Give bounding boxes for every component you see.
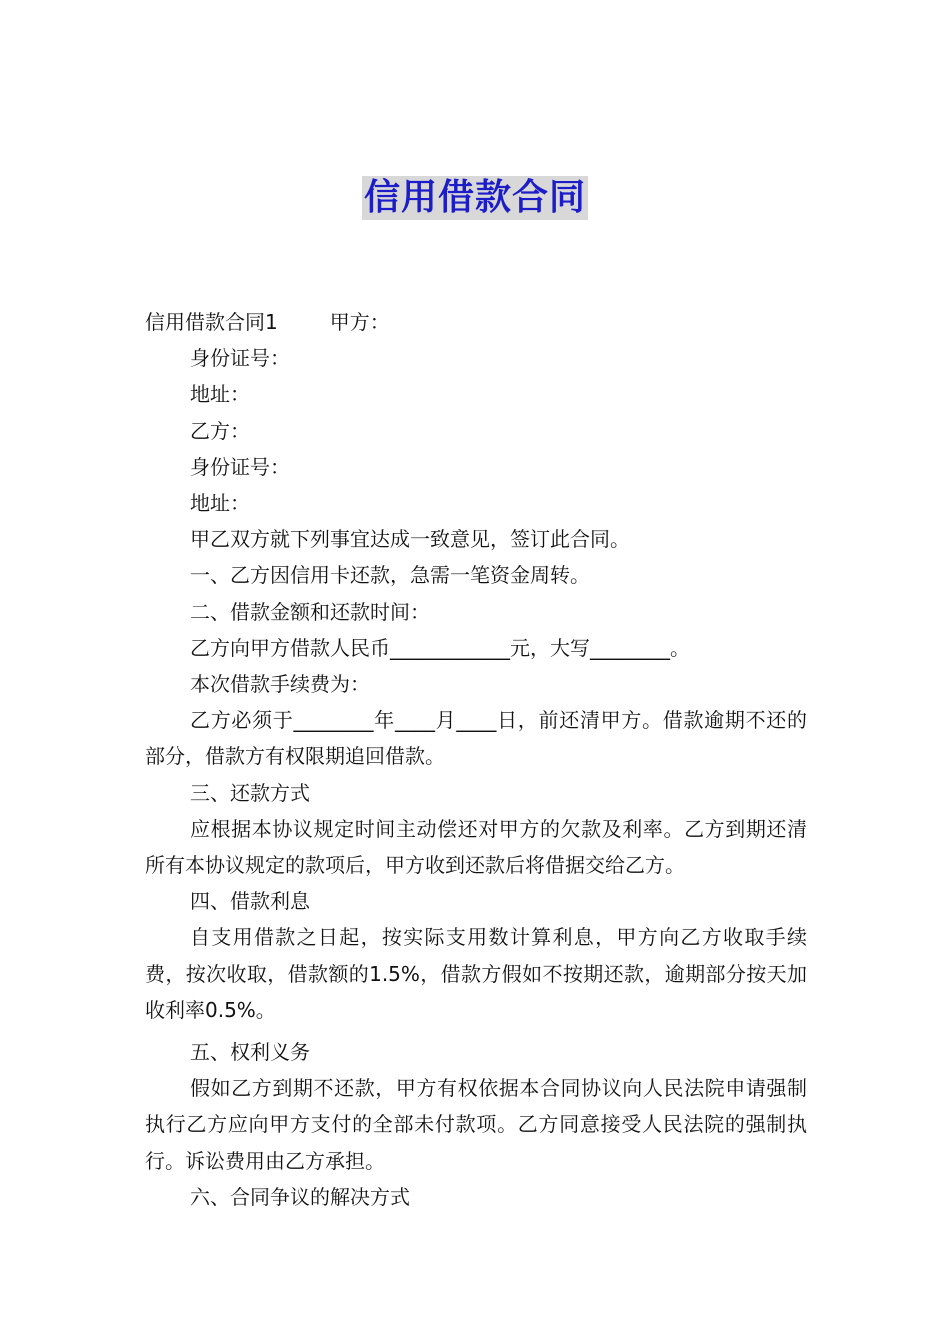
section-2-heading: 二、借款金额和还款时间： — [190, 599, 430, 624]
section-1: 一、乙方因信用卡还款，急需一笔资金周转。 — [190, 563, 590, 588]
heading-line — [145, 304, 807, 340]
repayment-deadline-paragraph: 乙方必须于________年____月____日，前还清甲方。借款逾期不还的部分，借款方有权限期追回借款。 — [145, 708, 807, 769]
section-5-paragraph: 假如乙方到期不还款，甲方有权依据本合同协议向人民法院申请强制执行乙方应向甲方支付的全部未付款项。乙方同意接受人民法院的强制执行。诉讼费用由乙方承担。 — [145, 1076, 807, 1173]
loan-amount-line: 乙方向甲方借款人民币____________元，大写________。 — [190, 635, 690, 660]
section-4-paragraph: 自支用借款之日起，按实际支用数计算利息，甲方向乙方收取手续费，按次收取，借款额的1.5%，借款方假如不按期还款，逾期部分按天加收利率0.5%。 — [145, 925, 807, 1022]
section-5-heading: 五、权利义务 — [190, 1040, 310, 1065]
fee-line: 本次借款手续费为： — [190, 672, 370, 697]
party-a-label: 甲方： — [329, 310, 390, 334]
id-b-line: 身份证号： — [190, 454, 290, 479]
title-area — [0, 176, 950, 220]
id-a-line: 身份证号： — [190, 346, 290, 371]
contract-heading: 信用借款合同1 — [145, 310, 278, 334]
section-3-paragraph: 应根据本协议规定时间主动偿还对甲方的欠款及利率。乙方到期还清所有本协议规定的款项后，甲方收到还款后将借据交给乙方。 — [145, 816, 807, 878]
document-body — [145, 304, 807, 1215]
party-b-line: 乙方： — [190, 418, 250, 443]
agreement-line: 甲乙双方就下列事宜达成一致意见，签订此合同。 — [190, 527, 630, 552]
address-a-line: 地址： — [190, 382, 250, 407]
section-4-heading: 四、借款利息 — [190, 889, 310, 914]
document-title: 信用借款合同 — [363, 177, 586, 218]
section-3-heading: 三、还款方式 — [190, 780, 310, 805]
section-6-heading: 六、合同争议的解决方式 — [190, 1184, 410, 1209]
address-b-line: 地址： — [190, 491, 250, 516]
